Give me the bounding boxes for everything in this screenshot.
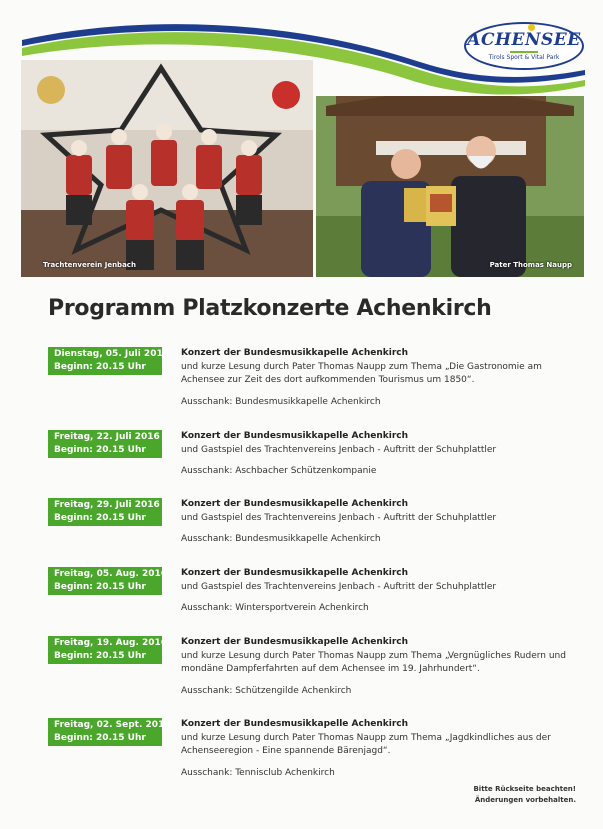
- photo-pater-thomas-naupp: [316, 96, 584, 277]
- event-description: [181, 347, 581, 409]
- event-headline: Konzert der Bundesmusikkapelle Achenkirch: [181, 568, 409, 578]
- event-line2: mondäne Dampferfahrten auf dem Achensee im 19. Jahrhundert“.: [181, 664, 480, 674]
- event-headline: Konzert der Bundesmusikkapelle Achenkirch: [181, 637, 409, 647]
- logo-name: ACHENSEE: [467, 30, 581, 50]
- event-headline: Konzert der Bundesmusikkapelle Achenkirch: [181, 719, 409, 729]
- event-time: Beginn: 20.15 Uhr: [54, 651, 146, 661]
- event-line1: und kurze Lesung durch Pater Thomas Naupp zum Thema „Vergnügliches Rudern und: [181, 650, 566, 661]
- event-time: Beginn: 20.15 Uhr: [54, 362, 146, 372]
- event-time: Beginn: 20.15 Uhr: [54, 513, 146, 523]
- event-date-badge: [48, 430, 162, 458]
- event-ausschank: Ausschank: Tennisclub Achenkirch: [181, 767, 335, 778]
- event-headline: Konzert der Bundesmusikkapelle Achenkirch: [181, 348, 409, 358]
- event-time: Beginn: 20.15 Uhr: [54, 445, 146, 455]
- event-date-badge: [48, 347, 169, 375]
- event-date-badge: [48, 567, 168, 595]
- event-line1: und kurze Lesung durch Pater Thomas Naupp zum Thema „Die Gastronomie am: [181, 361, 542, 372]
- portrait-illustration: [316, 96, 584, 277]
- logo-green-bar: [510, 51, 538, 53]
- achensee-logo: [464, 22, 584, 70]
- notice-line1: Bitte Rückseite beachten!: [473, 785, 576, 793]
- event-ausschank: Ausschank: Schützengilde Achenkirch: [181, 685, 352, 696]
- event-line1: und Gastspiel des Trachtenvereins Jenbach - Auftritt der Schuhplattler: [181, 444, 497, 455]
- event-ausschank: Ausschank: Aschbacher Schützenkompanie: [181, 466, 377, 476]
- logo-tagline: Tirols Sport & Vital Park: [488, 54, 560, 61]
- footer-notice: [473, 784, 576, 806]
- event-description: [181, 636, 581, 698]
- event-description: [181, 567, 581, 616]
- event-line1: und Gastspiel des Trachtenvereins Jenbach - Auftritt der Schuhplattler: [181, 581, 497, 592]
- event-description: [181, 498, 581, 547]
- event-date: Dienstag, 05. Juli 2016: [54, 349, 169, 359]
- event-line1: und Gastspiel des Trachtenvereins Jenbach - Auftritt der Schuhplattler: [181, 512, 497, 523]
- event-headline: Konzert der Bundesmusikkapelle Achenkirch: [181, 499, 409, 509]
- event-time: Beginn: 20.15 Uhr: [54, 582, 146, 592]
- event-date-badge: [48, 498, 162, 526]
- event-date: Freitag, 29. Juli 2016: [54, 500, 160, 510]
- event-description: [181, 430, 581, 479]
- event-date: Freitag, 02. Sept. 2016: [54, 720, 171, 730]
- page-title: Programm Platzkonzerte Achenkirch: [48, 296, 492, 321]
- event-date: Freitag, 19. Aug. 2016: [54, 638, 168, 648]
- caption-left: Trachtenverein Jenbach: [43, 261, 136, 269]
- event-date-badge: [48, 636, 168, 664]
- event-line1: und kurze Lesung durch Pater Thomas Naupp zum Thema „Jagdkindliches aus der: [181, 732, 551, 743]
- event-ausschank: Ausschank: Bundesmusikkapelle Achenkirch: [181, 534, 381, 544]
- event-line2: Achensee zur Zeit des dort aufkommenden Tourismus um 1850“.: [181, 375, 475, 385]
- event-time: Beginn: 20.15 Uhr: [54, 733, 146, 743]
- event-headline: Konzert der Bundesmusikkapelle Achenkirch: [181, 431, 409, 441]
- event-line2: Achenseeregion - Eine spannende Bärenjagd“.: [181, 746, 391, 756]
- event-date: Freitag, 05. Aug. 2016: [54, 569, 168, 579]
- event-date-badge: [48, 718, 171, 746]
- dancers-illustration: [21, 60, 313, 277]
- event-ausschank: Ausschank: Wintersportverein Achenkirch: [181, 603, 369, 613]
- event-date: Freitag, 22. Juli 2016: [54, 432, 160, 442]
- notice-line2: Änderungen vorbehalten.: [474, 796, 576, 804]
- event-ausschank: Ausschank: Bundesmusikkapelle Achenkirch: [181, 396, 381, 407]
- photo-trachtenverein: [21, 60, 313, 277]
- caption-right: Pater Thomas Naupp: [489, 261, 572, 269]
- event-description: [181, 718, 581, 780]
